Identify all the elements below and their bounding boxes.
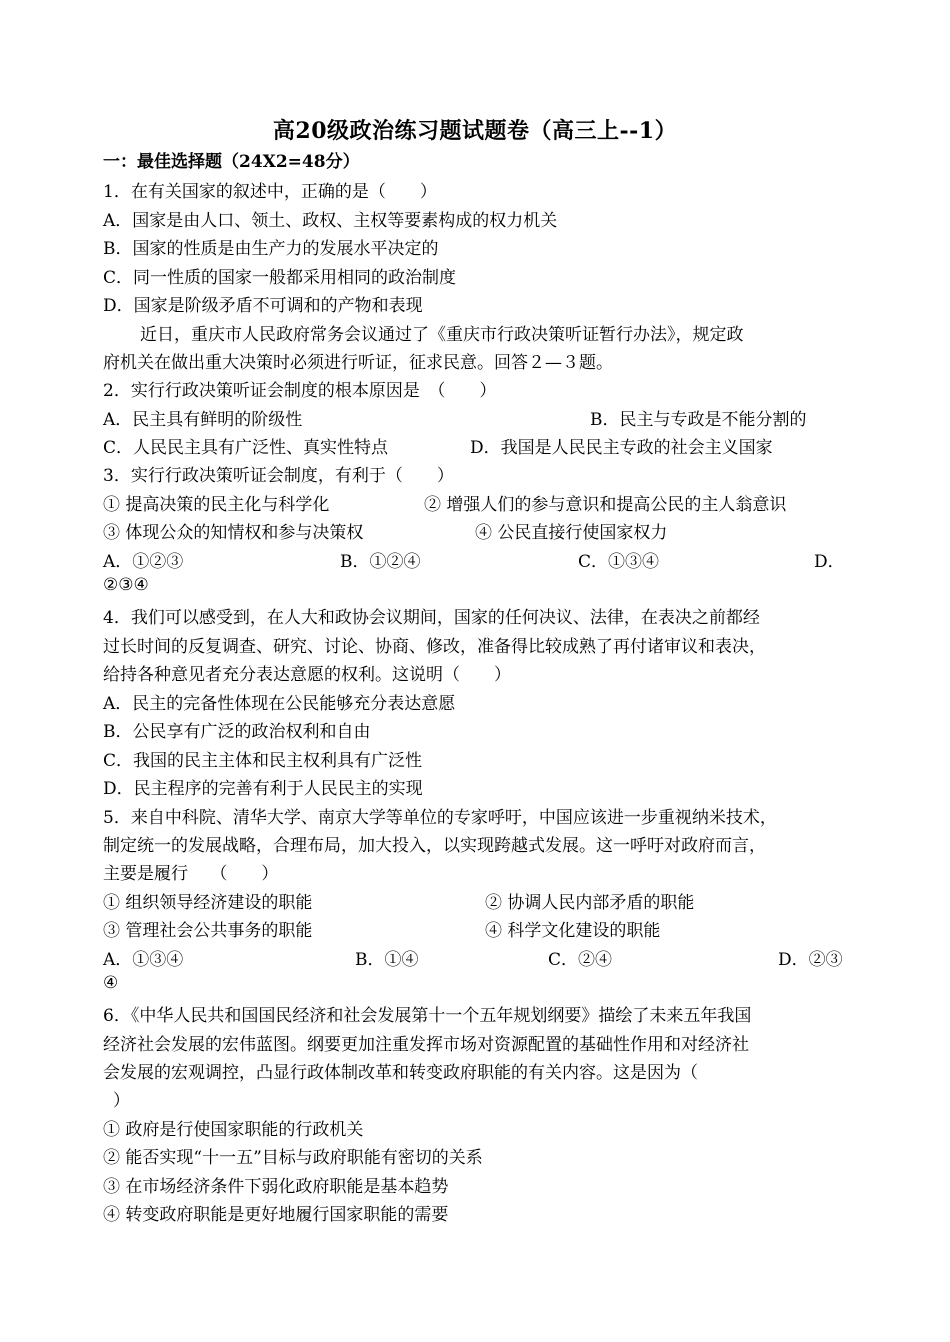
question-5-stem: 制定统一的发展战略，合理布局，加大投入，以实现跨越式发展。这一呼吁对政府而言， [103, 836, 766, 856]
question-2-option-b: B．民主与专政是不能分割的 [590, 410, 807, 430]
question-5-stem: 5．来自中科院、清华大学、南京大学等单位的专家呼吁，中国应该进一步重视纳米技术， [103, 808, 777, 828]
question-6-stem: ） [113, 1091, 130, 1111]
question-4-stem: 4．我们可以感受到，在人大和政协会议期间，国家的任何决议、法律，在表决之前都经 [103, 608, 760, 628]
passage-line: 府机关在做出重大决策时必须进行听证，征求民意。回答２—３题。 [103, 353, 613, 373]
question-5-option-b: B．①④ [355, 950, 419, 970]
question-5-statement-2: ② 协调人民内部矛盾的职能 [485, 893, 695, 913]
question-1-option-b: B．国家的性质是由生产力的发展水平决定的 [103, 239, 439, 259]
question-4-option-d: D．民主程序的完善有利于人民民主的实现 [103, 779, 423, 799]
question-1-option-c: C．同一性质的国家一般都采用相同的政治制度 [103, 268, 457, 288]
question-3-option-a: A．①②③ [103, 552, 184, 572]
question-3-statement-1: ① 提高决策的民主化与科学化 [103, 495, 330, 515]
question-3-statement-2: ② 增强人们的参与意识和提高公民的主人翁意识 [424, 495, 787, 515]
question-6-stem: 经济社会发展的宏伟蓝图。纲要更加注重发挥市场对资源配置的基础性作用和对经济社 [103, 1035, 749, 1055]
question-5-stem: 主要是履行 （ ） [103, 864, 279, 884]
question-2-option-c: C．人民民主具有广泛性、真实性特点 [103, 438, 389, 458]
question-2-stem: 2．实行行政决策听证会制度的根本原因是 （ ） [103, 381, 497, 401]
question-3-option-c: C．①③④ [578, 552, 660, 572]
question-4-option-c: C．我国的民主主体和民主权利具有广泛性 [103, 751, 423, 771]
page-title: 高20级政治练习题试题卷（高三上--1） [272, 118, 678, 144]
question-6-statement-4: ④ 转变政府职能是更好地履行国家职能的需要 [103, 1205, 449, 1225]
question-3-option-b: B．①②④ [340, 552, 421, 572]
question-3-option-d-continued: ②③④ [103, 575, 149, 595]
question-1-stem: 1．在有关国家的叙述中，正确的是（ ） [103, 182, 437, 202]
question-3-stem: 3．实行行政决策听证会制度，有利于（ ） [103, 466, 454, 486]
question-5-option-a: A．①③④ [103, 950, 184, 970]
question-5-option-d: D．②③ [778, 950, 843, 970]
question-4-option-a: A．民主的完备性体现在公民能够充分表达意愿 [103, 694, 456, 714]
question-2-option-a: A．民主具有鲜明的阶级性 [103, 410, 303, 430]
question-3-statement-3: ③ 体现公众的知情权和参与决策权 [103, 523, 364, 543]
section-heading: 一：最佳选择题（24X2=48分） [103, 152, 360, 172]
question-4-stem: 过长时间的反复调查、研究、讨论、协商、修改，准备得比较成熟了再付诸审议和表决， [103, 637, 766, 657]
question-4-stem: 给持各种意见者充分表达意愿的权利。这说明（ ） [103, 665, 511, 685]
passage-line: 近日，重庆市人民政府常务会议通过了《重庆市行政决策听证暂行办法》，规定政 [140, 325, 744, 345]
question-6-stem: 6．《中华人民共和国国民经济和社会发展第十一个五年规划纲要》描绘了未来五年我国 [103, 1006, 752, 1026]
question-1-option-a: A．国家是由人口、领土、政权、主权等要素构成的权力机关 [103, 211, 558, 231]
question-6-statement-1: ① 政府是行使国家职能的行政机关 [103, 1120, 364, 1140]
question-1-option-d: D．国家是阶级矛盾不可调和的产物和表现 [103, 296, 423, 316]
question-5-statement-3: ③ 管理社会公共事务的职能 [103, 921, 313, 941]
question-6-statement-3: ③ 在市场经济条件下弱化政府职能是基本趋势 [103, 1177, 449, 1197]
question-5-option-d-continued: ④ [103, 973, 119, 993]
question-3-statement-4: ④ 公民直接行使国家权力 [475, 523, 668, 543]
question-5-statement-4: ④ 科学文化建设的职能 [485, 921, 661, 941]
question-2-option-d: D．我国是人民民主专政的社会主义国家 [470, 438, 773, 458]
question-3-option-d: D． [814, 552, 845, 572]
question-6-statement-2: ② 能否实现“十一五”目标与政府职能有密切的关系 [103, 1148, 483, 1168]
question-5-statement-1: ① 组织领导经济建设的职能 [103, 893, 313, 913]
question-4-option-b: B．公民享有广泛的政治权利和自由 [103, 722, 371, 742]
question-6-stem: 会发展的宏观调控，凸显行政体制改革和转变政府职能的有关内容。这是因为（ [103, 1063, 698, 1083]
question-5-option-c: C．②④ [548, 950, 613, 970]
